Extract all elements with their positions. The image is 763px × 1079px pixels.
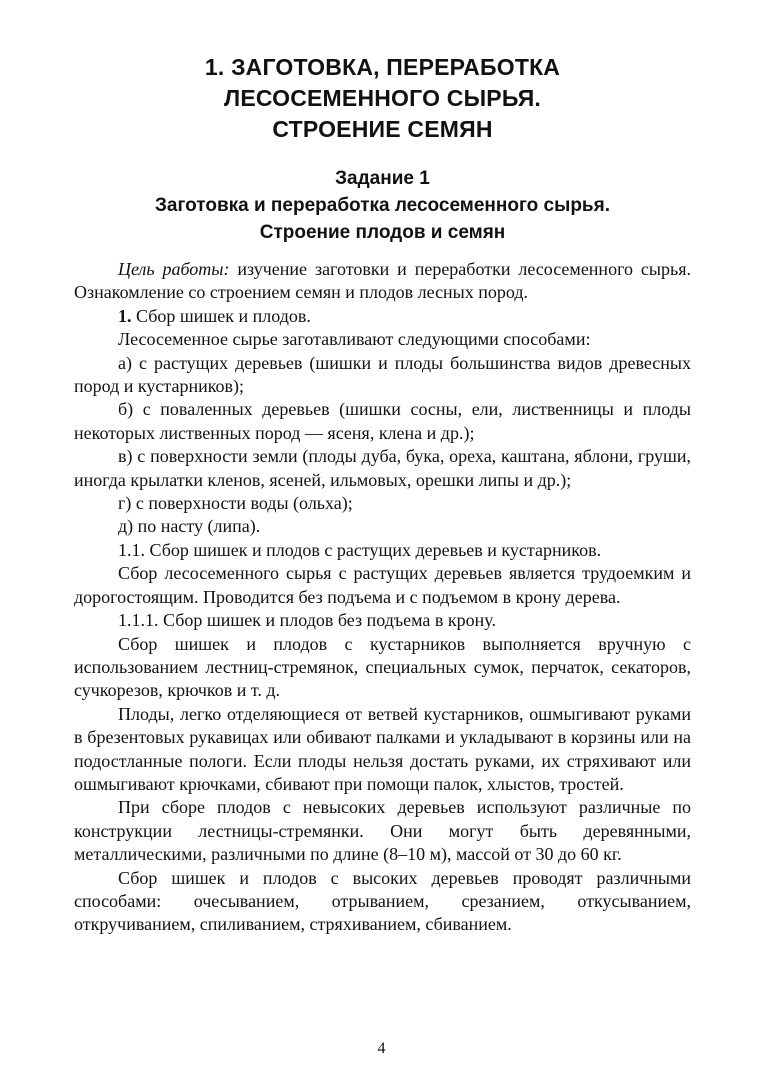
subsection-heading: 1.1. Сбор шишек и плодов с растущих деревьев и кустарников. — [118, 539, 602, 560]
list-item-g: г) с поверхности воды (ольха); — [118, 493, 353, 514]
chapter-title-line-2: ЛЕСОСЕМЕННОГО СЫРЬЯ. — [223, 85, 542, 111]
section-number: 1. — [118, 305, 132, 326]
paragraph: При сборе плодов с невысоких деревьев используют различные по конструкции лестницы-стремянки. Они могут быть деревянными, металлическими, различными по длине (8–10 м), массой от 30 до 60 кг. — [74, 797, 691, 865]
list-item-v: в) с поверхности земли (плоды дуба, бука, ореха, каштана, яблони, груши, иногда крылатки кленов, ясеней, ильмовых, орешки липы и др.); — [74, 446, 691, 490]
task-title-line-1: Заготовка и переработка лесосеменного сырья. — [155, 195, 610, 216]
list-item-a: а) с растущих деревьев (шишки и плоды большинства видов древесных пород и кустарников); — [74, 352, 691, 397]
paragraph-goal — [74, 258, 691, 305]
list-item-b: б) с поваленных деревьев (шишки сосны, ели, лиственницы и плоды некоторых лиственных пород — ясеня, клена и др.); — [74, 399, 691, 443]
chapter-title-text-1: ЗАГОТОВКА, ПЕРЕРАБОТКА — [231, 54, 561, 80]
paragraph: Лесосеменное сырье заготавливают следующими способами: — [118, 329, 591, 350]
task-label: Задание 1 — [335, 168, 430, 189]
subsubsection-heading: 1.1.1. Сбор шишек и плодов без подъема в крону. — [118, 610, 496, 631]
paragraph: Сбор шишек и плодов с кустарников выполняется вручную с использованием лестниц-стремянок, специальных сумок, перчаток, секаторов, сучкорезов, крючков и т. д. — [74, 633, 691, 701]
chapter-title — [74, 52, 691, 145]
paragraph: Сбор шишек и плодов с высоких деревьев проводят различными способами: очесыванием, отрыванием, срезанием, откусыванием, откручиванием, спиливанием, стряхиванием, сбиванием. — [74, 867, 691, 935]
document-page — [74, 52, 691, 937]
body-text — [74, 258, 691, 937]
chapter-title-line-1 — [74, 52, 691, 83]
task-heading — [74, 165, 691, 246]
chapter-title-line-3: СТРОЕНИЕ СЕМЯН — [272, 116, 493, 142]
page-number: 4 — [377, 1040, 386, 1057]
paragraph: Сбор лесосеменного сырья с растущих деревьев является трудоемким и дорогостоящим. Проводится без подъема и с подъемом в крону дерева. — [74, 563, 691, 607]
goal-text: изучение заготовки и переработки лесосеменного сырья. Ознакомление со строением семян и плодов лесных пород. — [74, 259, 691, 303]
task-title-line-2: Строение плодов и семян — [259, 222, 506, 243]
goal-label: Цель работы: — [118, 259, 230, 279]
paragraph-section-1 — [74, 305, 691, 328]
paragraph: Плоды, легко отделяющиеся от ветвей кустарников, ошмыгивают руками в брезентовых рукавицах или обивают палками и укладывают в корзины или на подостланные пологи. Если плоды нельзя достать руками, их стряхивают или ошмыгивают крючками, сбивают при помощи палок, хлыстов, тростей. — [74, 703, 691, 794]
section-title: Сбор шишек и плодов. — [131, 305, 311, 326]
list-item-d: д) по насту (липа). — [118, 516, 261, 537]
chapter-number: 1. — [204, 54, 225, 80]
